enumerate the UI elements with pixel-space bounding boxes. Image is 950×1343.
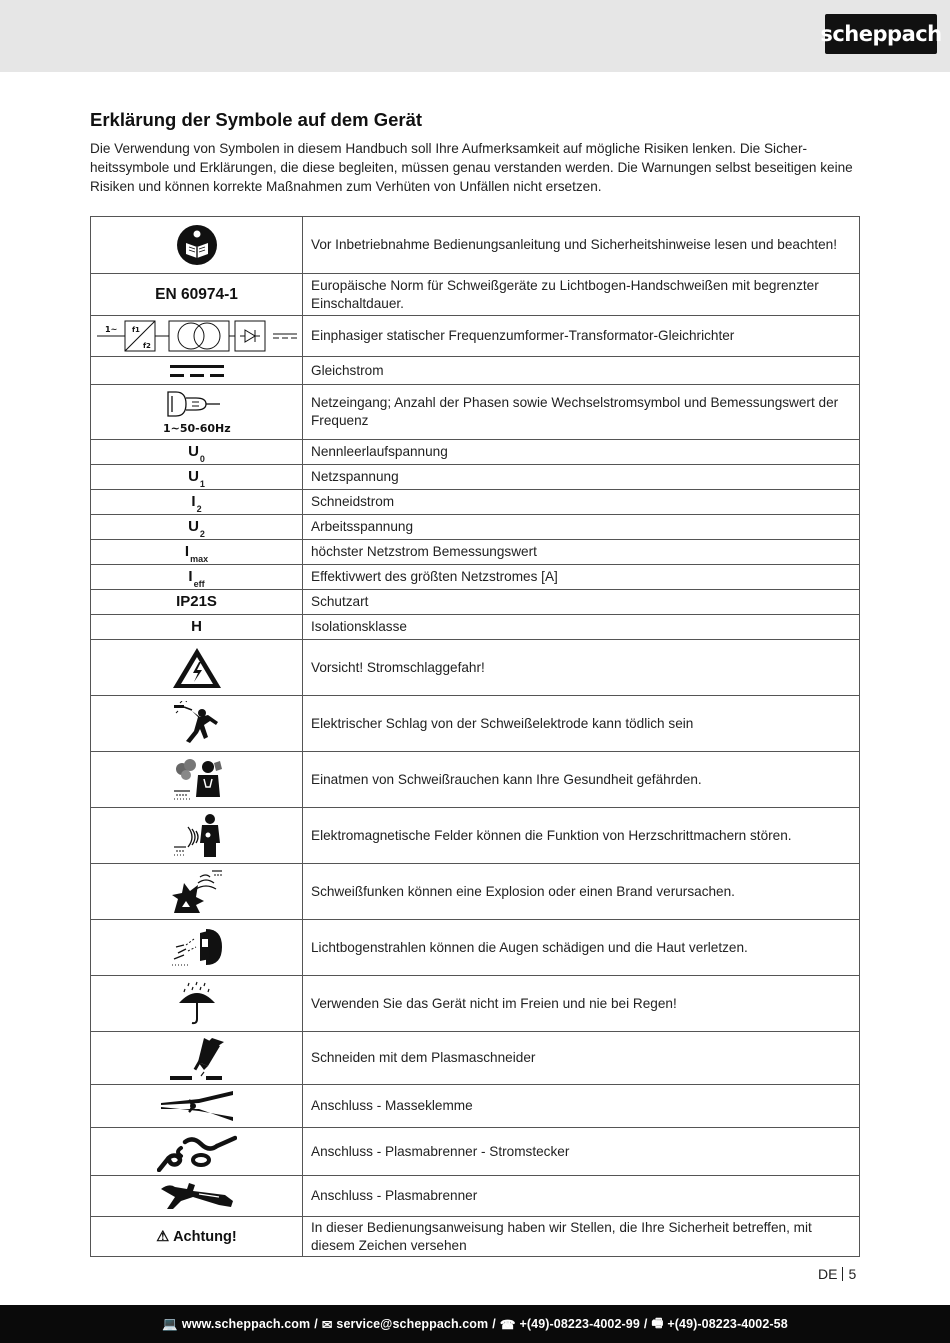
description-cell: Schweißfunken können eine Explosion oder einen Brand verursachen. (303, 864, 860, 920)
symbol-letter: U (188, 442, 199, 460)
welding-fumes-icon (170, 757, 224, 803)
f1-label: f1 (131, 326, 140, 334)
electrode-shock-icon (170, 701, 224, 747)
symbol-cell (91, 540, 303, 565)
protection-class-code: IP21S (176, 593, 217, 610)
read-manual-icon (176, 224, 218, 266)
symbol-subscript: 2 (199, 528, 205, 539)
symbol-cell (91, 316, 303, 357)
direct-current-icon (169, 363, 225, 379)
table-row (91, 696, 860, 752)
symbol-cell (91, 465, 303, 490)
description-cell: Anschluss - Plasmabrenner - Stromstecker (303, 1128, 860, 1176)
table-row (91, 217, 860, 274)
symbol-cell (91, 490, 303, 515)
plasma-cutting-icon (168, 1036, 226, 1080)
intro-paragraph: Die Verwendung von Symbolen in diesem Handbuch soll Ihre Aufmerksamkeit auf mögliche Risiken lenken. Die Sicher-heitssymbole und Erklärungen, die diese begleiten, müssen genau verstanden werden. Die Warnungen selbst beseitigen keine Risiken und können korrekte Maßnahmen zum Verhüten von Unfällen nicht ersetzen. (90, 141, 853, 194)
norm-code: EN 60974-1 (155, 285, 238, 303)
footer-fax: +(49)-08223-4002-58 (667, 1317, 788, 1331)
footer-separator: / (314, 1317, 318, 1331)
pacemaker-emf-icon (170, 813, 224, 859)
page-number-value: 5 (848, 1266, 857, 1282)
symbol-cell (91, 976, 303, 1032)
symbol-cell (91, 440, 303, 465)
table-row (91, 357, 860, 385)
symbol-subscript: 2 (196, 503, 202, 514)
description-cell: Schneiden mit dem Plasmaschneider (303, 1032, 860, 1085)
table-row (91, 1085, 860, 1128)
scheppach-logo (820, 14, 942, 54)
symbol-cell (91, 920, 303, 976)
symbol-cell (91, 1217, 303, 1257)
symbol-letter: I (184, 542, 190, 560)
footer-email[interactable]: service@scheppach.com (336, 1317, 489, 1331)
symbol-cell (91, 615, 303, 640)
symbol-letter: I (188, 567, 193, 585)
symbol-cell (91, 1032, 303, 1085)
table-row (91, 590, 860, 615)
symbol-cell (91, 752, 303, 808)
description-cell: Arbeitsspannung (303, 515, 860, 540)
symbol-cell (91, 357, 303, 385)
header-band (0, 0, 950, 72)
symbol-subscript: eff (193, 578, 205, 589)
electric-shock-warning-icon (171, 646, 223, 690)
description-cell: In dieser Bedienungsanweisung haben wir Stellen, die Ihre Sicherheit betreffen, mit diesem Zeichen versehen (303, 1217, 860, 1257)
page-number (818, 1266, 856, 1282)
table-row (91, 1176, 860, 1217)
plasma-torch-icon (159, 1179, 235, 1213)
envelope-icon: ✉ (321, 1317, 333, 1332)
footer-separator: / (643, 1317, 648, 1331)
logo-text: scheppach (820, 22, 942, 46)
symbol-cell (91, 590, 303, 615)
description-cell: Netzeingang; Anzahl der Phasen sowie Wechselstromsymbol und Bemessungswert der Frequenz (303, 385, 860, 440)
table-row (91, 274, 860, 316)
table-row (91, 615, 860, 640)
description-cell: Isolationsklasse (303, 615, 860, 640)
torch-power-plug-icon (157, 1132, 237, 1172)
description-cell: Verwenden Sie das Gerät nicht im Freien und nie bei Regen! (303, 976, 860, 1032)
description-cell: Schneidstrom (303, 490, 860, 515)
page-number-divider (842, 1267, 843, 1281)
page-language: DE (818, 1266, 838, 1282)
footer-website[interactable]: www.scheppach.com (181, 1317, 311, 1331)
description-cell: Nennleerlaufspannung (303, 440, 860, 465)
table-row (91, 976, 860, 1032)
no-rain-umbrella-icon (175, 981, 219, 1027)
table-row (91, 515, 860, 540)
table-row (91, 1128, 860, 1176)
description-cell: Elektromagnetische Felder können die Funktion von Herzschrittmachern stören. (303, 808, 860, 864)
symbol-cell (91, 385, 303, 440)
frequency-converter-transformer-rectifier-icon (95, 318, 299, 354)
symbol-cell (91, 565, 303, 590)
symbols-table (90, 216, 860, 1257)
symbol-subscript: 0 (199, 453, 205, 464)
description-cell: Europäische Norm für Schweißgeräte zu Lichtbogen-Handschweißen mit begrenzter Einschaltdauer. (303, 274, 860, 316)
sparks-explosion-icon (170, 869, 224, 915)
symbol-cell (91, 217, 303, 274)
table-row (91, 565, 860, 590)
description-cell: Schutzart (303, 590, 860, 615)
description-cell: höchster Netzstrom Bemessungswert (303, 540, 860, 565)
arc-rays-face-shield-icon (170, 925, 224, 971)
description-cell: Netzspannung (303, 465, 860, 490)
table-row (91, 465, 860, 490)
mains-input-plug-icon (162, 390, 232, 434)
description-cell: Anschluss - Masseklemme (303, 1085, 860, 1128)
footer-separator: / (492, 1317, 496, 1331)
description-cell: Vor Inbetriebnahme Bedienungsanleitung und Sicherheitshinweise lesen und beachten! (303, 217, 860, 274)
computer-icon: 💻 (162, 1316, 178, 1331)
description-cell: Einatmen von Schweißrauchen kann Ihre Gesundheit gefährden. (303, 752, 860, 808)
warning-icon: ⚠ (156, 1228, 170, 1245)
table-row (91, 864, 860, 920)
page-title: Erklärung der Symbole auf dem Gerät (90, 109, 423, 130)
table-row (91, 752, 860, 808)
footer-bar (0, 1305, 950, 1343)
description-cell: Effektivwert des größten Netzstromes [A] (303, 565, 860, 590)
symbol-subscript: 1 (199, 478, 205, 489)
table-row (91, 808, 860, 864)
plug-caption: 1~50-60Hz (162, 422, 231, 434)
table-row (91, 1032, 860, 1085)
ground-clamp-icon (159, 1089, 235, 1123)
table-row (91, 490, 860, 515)
achtung-label: Achtung! (173, 1228, 237, 1245)
f2-label: f2 (142, 342, 151, 350)
phase-label: 1~ (104, 325, 117, 334)
symbol-cell (91, 696, 303, 752)
description-cell: Elektrischer Schlag von der Schweißelektrode kann tödlich sein (303, 696, 860, 752)
description-cell: Einphasiger statischer Frequenzumformer-Transformator-Gleichrichter (303, 316, 860, 357)
symbol-cell (91, 864, 303, 920)
fax-icon: 🖷 (651, 1315, 664, 1330)
description-cell: Gleichstrom (303, 357, 860, 385)
symbol-letter: U (188, 467, 199, 485)
symbol-cell (91, 274, 303, 316)
symbol-cell (91, 1128, 303, 1176)
symbol-cell (91, 640, 303, 696)
table-row (91, 316, 860, 357)
table-row (91, 440, 860, 465)
insulation-class-code: H (191, 618, 202, 635)
symbol-letter: I (191, 492, 196, 510)
table-row (91, 1217, 860, 1257)
description-cell: Anschluss - Plasmabrenner (303, 1176, 860, 1217)
description-cell: Lichtbogenstrahlen können die Augen schädigen und die Haut verletzen. (303, 920, 860, 976)
symbol-cell (91, 1176, 303, 1217)
description-cell: Vorsicht! Stromschlaggefahr! (303, 640, 860, 696)
table-row (91, 385, 860, 440)
symbol-cell (91, 1085, 303, 1128)
footer-phone[interactable]: +(49)-08223-4002-99 (519, 1317, 640, 1331)
table-row (91, 540, 860, 565)
symbol-cell (91, 515, 303, 540)
symbol-cell (91, 808, 303, 864)
symbol-letter: U (188, 517, 199, 535)
symbol-subscript: max (190, 553, 209, 564)
table-row (91, 640, 860, 696)
telephone-icon: ☎ (499, 1317, 516, 1332)
table-row (91, 920, 860, 976)
